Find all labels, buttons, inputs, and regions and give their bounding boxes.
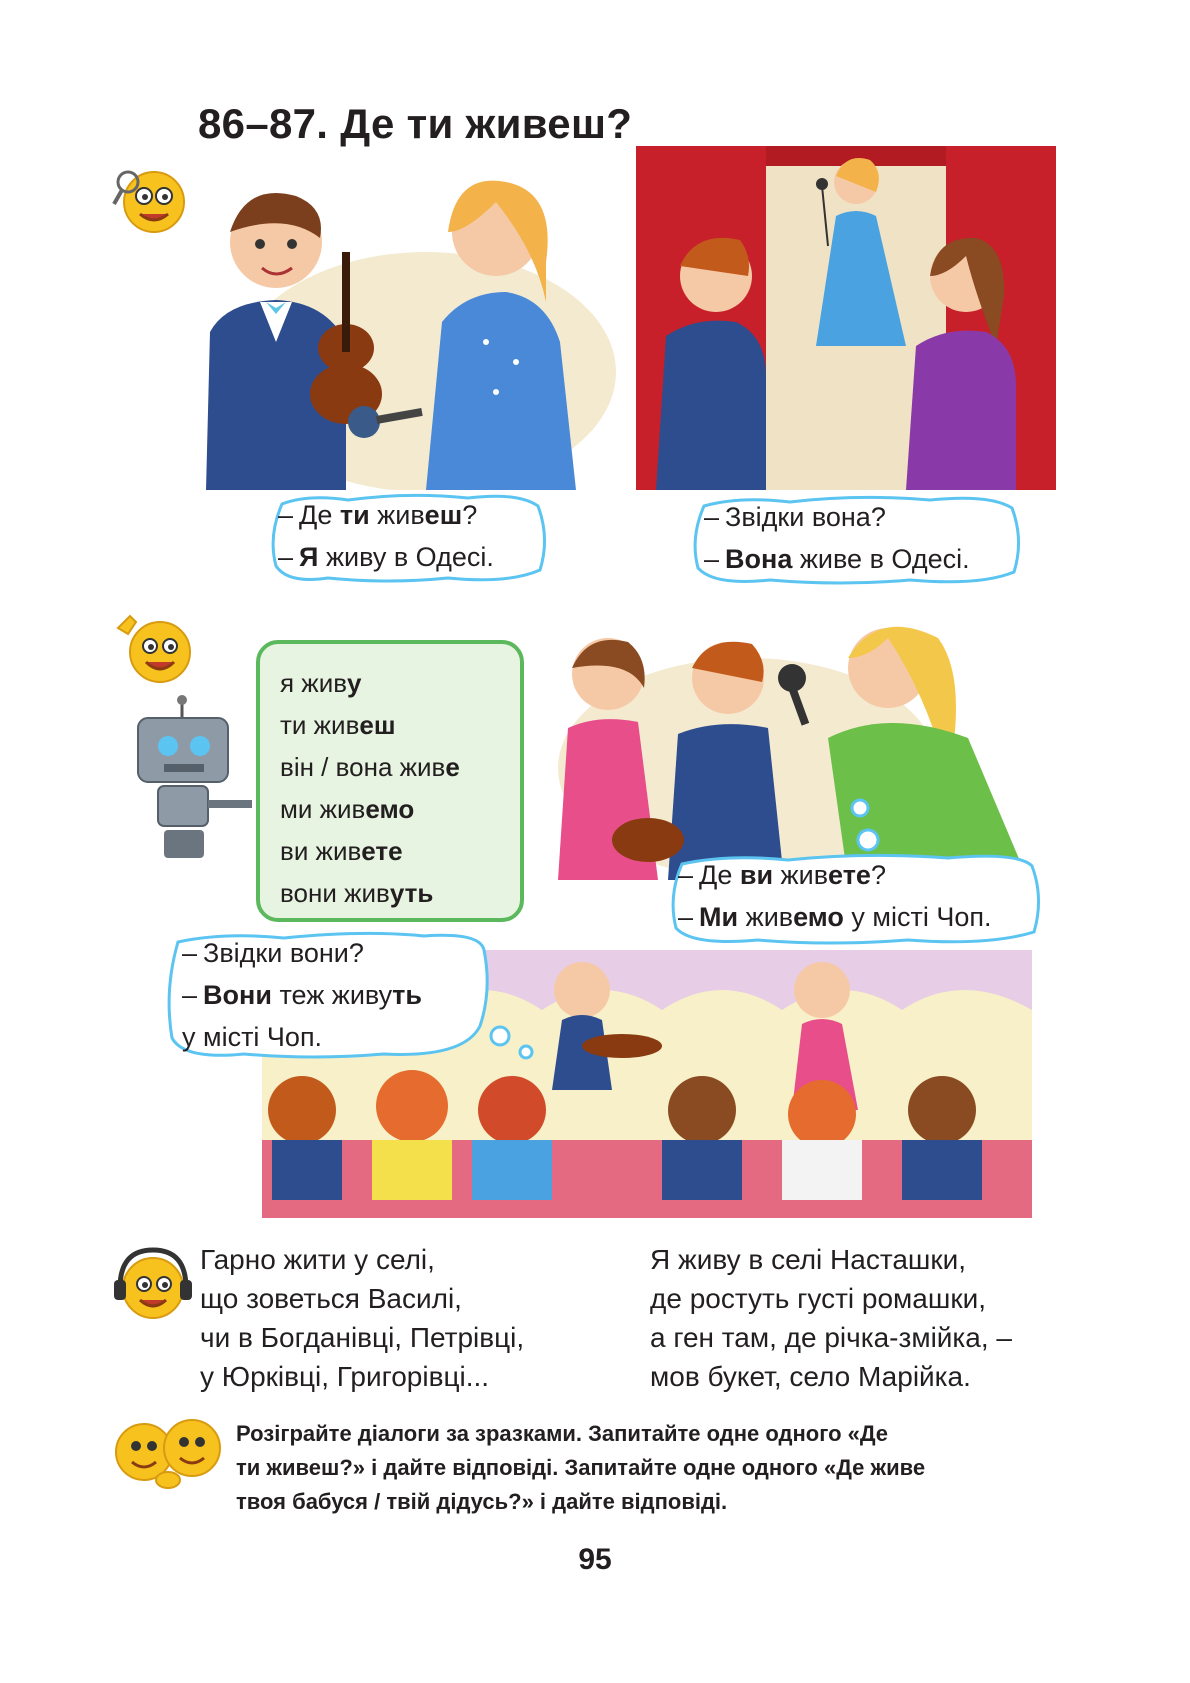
speech-bubble-3 bbox=[668, 852, 1044, 946]
poem-left bbox=[200, 1240, 524, 1396]
poem-line: а ген там, де річка-змійка, – bbox=[650, 1322, 1013, 1353]
poem-line: Гарно жити у селі, bbox=[200, 1244, 435, 1275]
task-instructions bbox=[236, 1417, 1096, 1519]
dialog3-line1: – Де ви живете? bbox=[678, 860, 886, 890]
page-number: 95 bbox=[578, 1543, 612, 1576]
poem-right bbox=[650, 1240, 1012, 1396]
poem-line: Я живу в селі Насташки, bbox=[650, 1244, 967, 1275]
smiley-pointing-icon bbox=[110, 608, 194, 688]
poem-line: у Юрківці, Григорівці... bbox=[200, 1361, 490, 1392]
conjugation-row: я живу bbox=[280, 668, 362, 698]
smiley-pair-icon bbox=[112, 1414, 224, 1492]
poem-line: де ростуть густі ромашки, bbox=[650, 1283, 986, 1314]
dialog4-line2: – Вони теж живуть bbox=[182, 980, 422, 1010]
conjugation-row: він / вона живе bbox=[280, 752, 460, 782]
dialog1-line2: – Я живу в Одесі. bbox=[278, 542, 494, 572]
task-line: ти живеш?» і дайте відповіді. Запитайте одне одного «Де живе bbox=[236, 1455, 926, 1480]
poem-line: чи в Богданівці, Петрівці, bbox=[200, 1322, 525, 1353]
conjugation-table bbox=[256, 640, 524, 922]
conjugation-row: ви живете bbox=[280, 836, 403, 866]
dialog4-line1: – Звідки вони? bbox=[182, 938, 364, 968]
task-line: Розіграйте діалоги за зразками. Запитайте одне одного «Де bbox=[236, 1421, 889, 1446]
dialog1-line1: – Де ти живеш? bbox=[278, 500, 478, 530]
dialog2-line1: – Звідки вона? bbox=[704, 502, 886, 532]
speech-bubble-1 bbox=[268, 492, 550, 584]
speech-bubble-2 bbox=[690, 494, 1024, 586]
dialog4-line3: у місті Чоп. bbox=[182, 1022, 323, 1052]
conjugation-row: ми живемо bbox=[280, 794, 415, 824]
smiley-headphones-icon bbox=[112, 1244, 194, 1326]
robot-icon bbox=[128, 694, 256, 864]
illustration-teacher-interview bbox=[548, 618, 1048, 880]
task-line: твоя бабуся / твій дідусь?» і дайте відповіді. bbox=[236, 1489, 728, 1514]
illustration-boy-violin-girl bbox=[196, 172, 616, 490]
conjugation-row: ти живеш bbox=[280, 710, 396, 740]
poem-line: мов букет, село Марійка. bbox=[650, 1361, 971, 1392]
poem-line: що зоветься Василі, bbox=[200, 1283, 462, 1314]
speech-bubble-4 bbox=[164, 930, 492, 1060]
smiley-magnifier-icon bbox=[110, 160, 190, 240]
dialog3-line2: – Ми живемо у місті Чоп. bbox=[678, 902, 992, 932]
illustration-stage-singer bbox=[636, 146, 1056, 490]
conjugation-row: вони живуть bbox=[280, 878, 434, 908]
page-title: 86–87. Де ти живеш? bbox=[198, 100, 633, 147]
dialog2-line2: – Вона живе в Одесі. bbox=[704, 544, 970, 574]
